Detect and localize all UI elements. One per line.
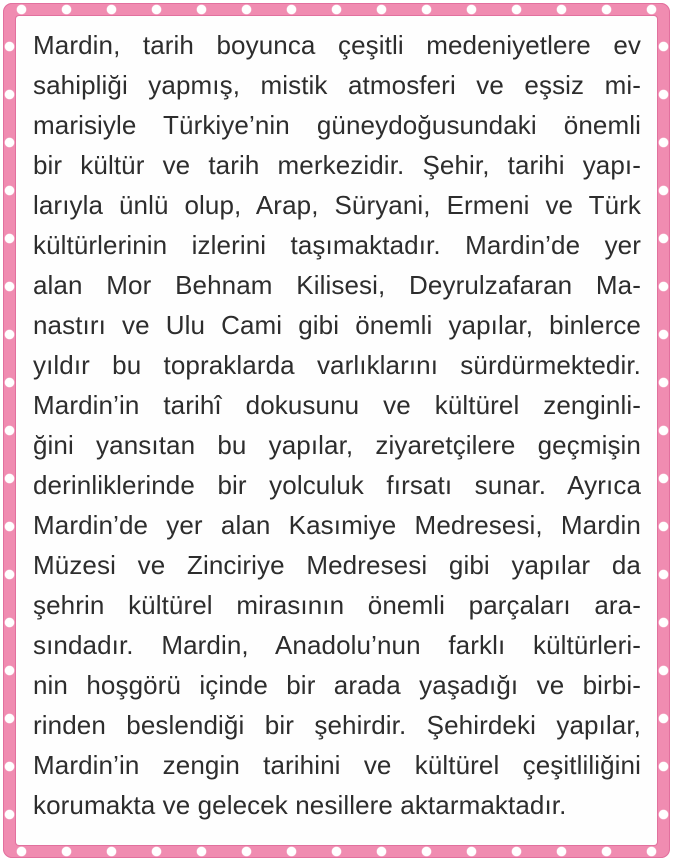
polka-dot-frame — [3, 3, 670, 858]
text-line: Mardin’de yer alan Kasımiye Medresesi, Mardin — [33, 510, 641, 540]
polka-dots-top-border — [11, 3, 662, 16]
text-line: kültürlerinin izlerini taşımaktadır. Mardin’de yer — [33, 230, 641, 260]
polka-dots-left-border — [3, 11, 16, 850]
text-line: Mardin’in tarihî dokusunu ve kültürel zenginli- — [33, 390, 641, 420]
text-line: rinden beslendiği bir şehirdir. Şehirdeki yapılar, — [33, 710, 641, 740]
text-line: marisiyle Türkiye’nin güneydoğusundaki önemli — [33, 110, 641, 140]
text-line: larıyla ünlü olup, Arap, Süryani, Ermeni ve Türk — [33, 190, 641, 220]
text-line: nastırı ve Ulu Cami gibi önemli yapılar, binlerce — [33, 310, 641, 340]
text-line: Müzesi ve Zinciriye Medresesi gibi yapılar da — [33, 550, 641, 580]
text-line: bir kültür ve tarih merkezidir. Şehir, tarihi yapı- — [33, 150, 641, 180]
text-line: korumakta ve gelecek nesillere aktarmaktadır. — [33, 790, 567, 820]
text-line: şehrin kültürel mirasının önemli parçaları ara- — [33, 590, 641, 620]
text-line: Mardin, tarih boyunca çeşitli medeniyetlere ev — [33, 30, 641, 60]
text-line: ğini yansıtan bu yapılar, ziyaretçilere geçmişin — [33, 430, 641, 460]
text-line: derinliklerinde bir yolculuk fırsatı sunar. Ayrıca — [33, 470, 641, 500]
polka-dots-bottom-border — [11, 845, 662, 858]
text-line: Mardin’in zengin tarihini ve kültürel çeşitliliğini — [33, 750, 641, 780]
text-panel — [16, 16, 657, 845]
text-line: sahipliği yapmış, mistik atmosferi ve eşsiz mi- — [33, 70, 641, 100]
paragraph — [16, 16, 657, 825]
text-line: yıldır bu topraklarda varlıklarını sürdürmektedir. — [33, 350, 641, 380]
text-line: sındadır. Mardin, Anadolu’nun farklı kültürleri- — [33, 630, 641, 660]
text-line: alan Mor Behnam Kilisesi, Deyrulzafaran Ma- — [33, 270, 641, 300]
polka-dots-right-border — [657, 11, 670, 850]
text-line: nin hoşgörü içinde bir arada yaşadığı ve birbi- — [33, 670, 641, 700]
